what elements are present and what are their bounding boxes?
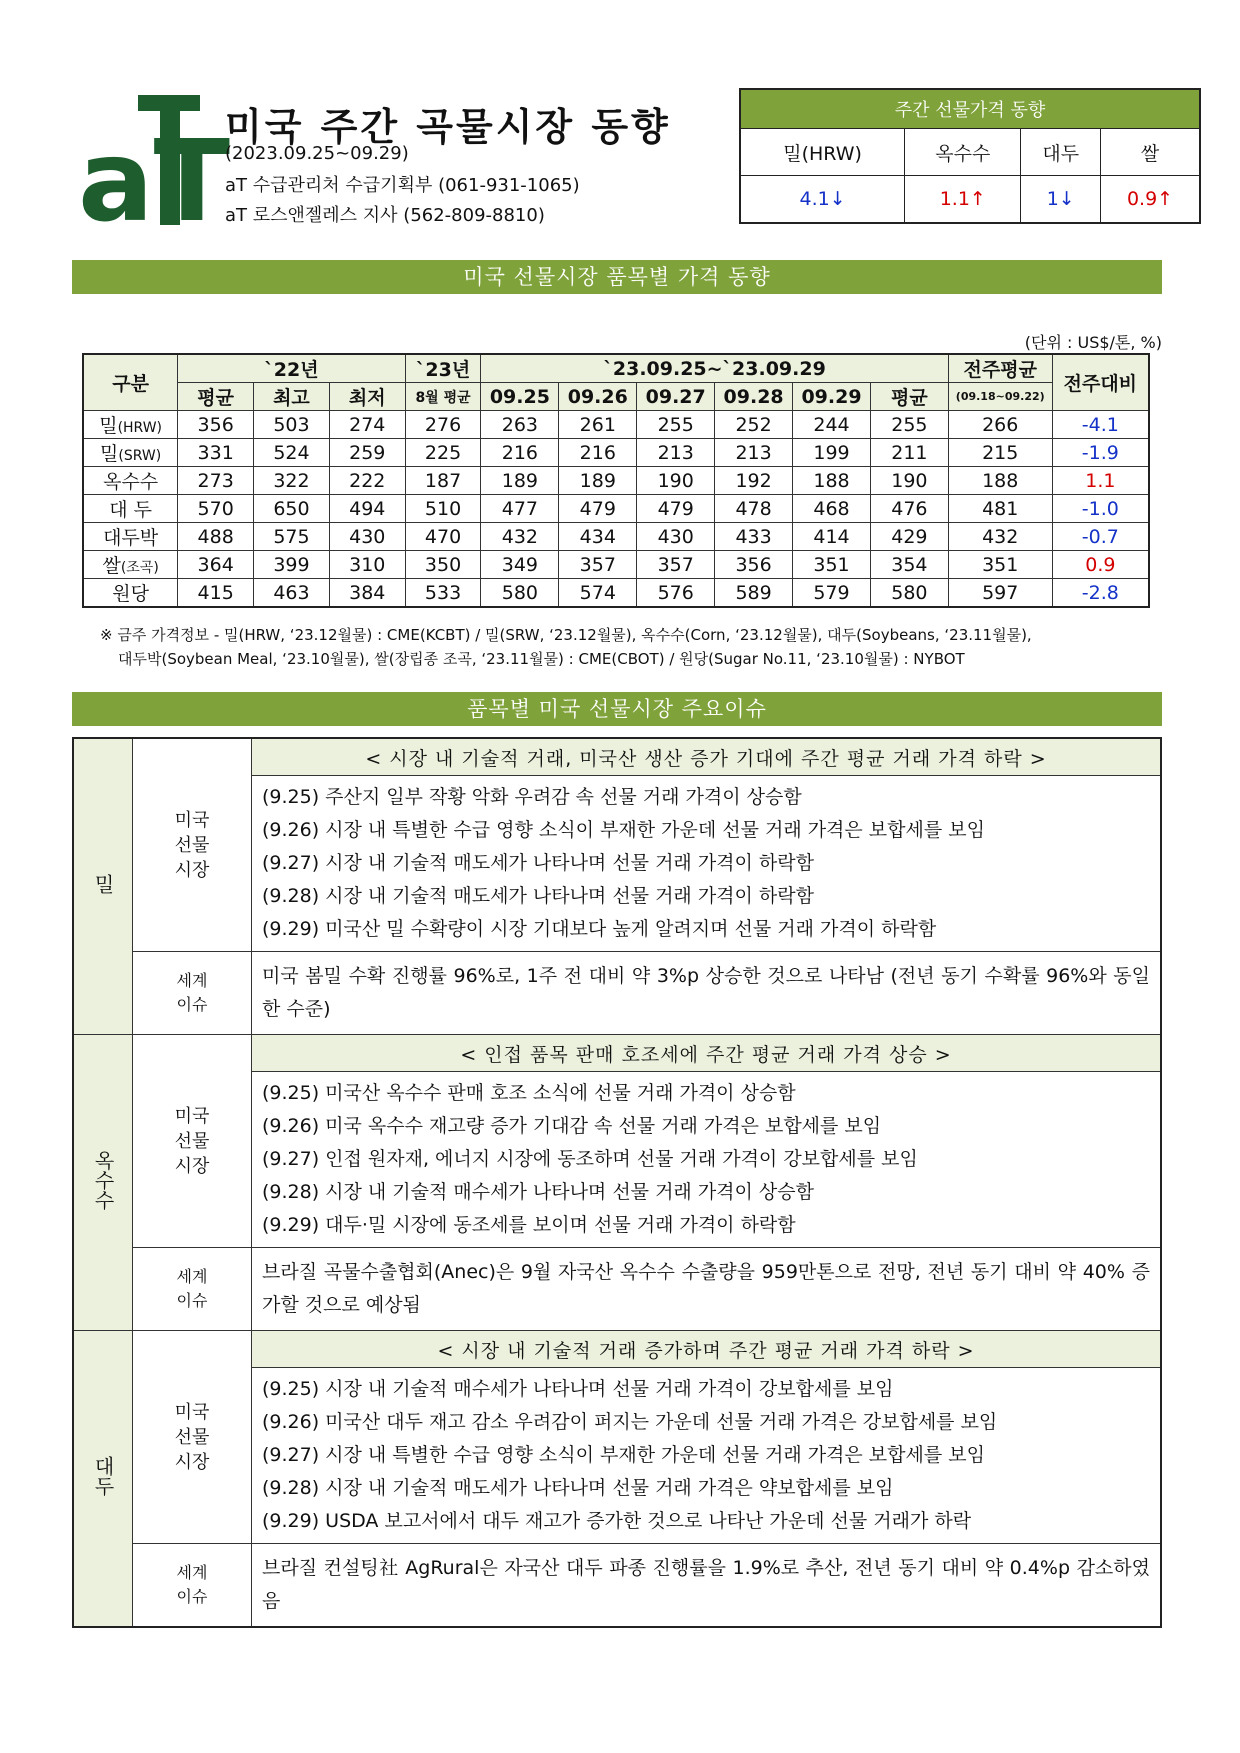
price-cell: 488 bbox=[178, 523, 254, 551]
wow-change-cell: 1.1 bbox=[1052, 467, 1149, 495]
price-cell: 255 bbox=[870, 411, 948, 439]
crop-name: 옥수수 bbox=[91, 1149, 115, 1210]
issue-line: (9.27) 시장 내 기술적 매도세가 나타나며 선물 거래 가격이 하락함 bbox=[262, 852, 814, 874]
summary-title: 주간 선물가격 동향 bbox=[740, 89, 1200, 129]
row-item-name bbox=[83, 495, 178, 523]
item-name: 대 두 bbox=[109, 499, 152, 521]
row-item-name bbox=[83, 551, 178, 579]
price-cell: 479 bbox=[559, 495, 637, 523]
issue-lines bbox=[252, 1368, 1162, 1544]
summary-value-rice: 0.9↑ bbox=[1101, 176, 1200, 224]
price-cell: 575 bbox=[254, 523, 330, 551]
wow-change-cell: -2.8 bbox=[1052, 579, 1149, 608]
summary-label-corn: 옥수수 bbox=[905, 129, 1021, 176]
price-cell: 322 bbox=[254, 467, 330, 495]
summary-value-corn: 1.1↑ bbox=[905, 176, 1021, 224]
crop-label bbox=[73, 1331, 133, 1628]
price-cell: 477 bbox=[481, 495, 559, 523]
table-row bbox=[83, 467, 1149, 495]
price-cell: 192 bbox=[715, 467, 793, 495]
summary-value-soybean: 1↓ bbox=[1021, 176, 1101, 224]
weekly-summary-table bbox=[739, 88, 1201, 224]
issue-row bbox=[73, 1248, 1161, 1331]
issue-line: (9.28) 시장 내 기술적 매도세가 나타나며 선물 거래 가격이 하락함 bbox=[262, 885, 814, 907]
row-item-name bbox=[83, 411, 178, 439]
hdr-category: 구분 bbox=[83, 354, 178, 411]
price-cell: 415 bbox=[178, 579, 254, 608]
item-name: 옥수수 bbox=[103, 471, 159, 493]
issue-line: (9.29) 대두·밀 시장에 동조세를 보이며 선물 거래 가격이 하락함 bbox=[262, 1214, 796, 1236]
hdr-avg: 평균 bbox=[178, 383, 254, 411]
price-cell: 350 bbox=[405, 551, 481, 579]
price-table bbox=[82, 353, 1150, 608]
item-sub: (SRW) bbox=[118, 448, 162, 464]
hdr-d4: 09.28 bbox=[715, 383, 793, 411]
price-cell: 432 bbox=[948, 523, 1052, 551]
row-item-name bbox=[83, 579, 178, 608]
price-cell: 213 bbox=[715, 439, 793, 467]
unit-label: (단위 : US$/톤, %) bbox=[1024, 333, 1162, 352]
crop-label bbox=[73, 1035, 133, 1331]
price-cell: 189 bbox=[481, 467, 559, 495]
price-cell: 351 bbox=[948, 551, 1052, 579]
price-cell: 364 bbox=[178, 551, 254, 579]
table-row bbox=[83, 551, 1149, 579]
issues-table-body bbox=[73, 738, 1161, 1627]
price-cell: 576 bbox=[637, 579, 715, 608]
at-logo bbox=[78, 95, 230, 247]
price-cell: 433 bbox=[715, 523, 793, 551]
row-item-name bbox=[83, 523, 178, 551]
world-issue-label bbox=[133, 1248, 252, 1331]
price-table-body bbox=[83, 411, 1149, 608]
price-cell: 503 bbox=[254, 411, 330, 439]
crop-label bbox=[73, 738, 133, 1035]
world-issue-text: 세계 이슈 bbox=[176, 971, 208, 1014]
us-futures-text: 미국 선물 시장 bbox=[174, 809, 210, 881]
hdr-y23: `23년 bbox=[405, 354, 481, 383]
price-cell: 580 bbox=[481, 579, 559, 608]
issue-line: (9.25) 미국산 옥수수 판매 호조 소식에 선물 거래 가격이 상승함 bbox=[262, 1082, 796, 1104]
price-cell: 216 bbox=[559, 439, 637, 467]
price-cell: 432 bbox=[481, 523, 559, 551]
issue-line: (9.26) 미국산 대두 재고 감소 우려감이 퍼지는 가운데 선물 거래 가격은 강보합세를 보임 bbox=[262, 1411, 998, 1433]
page-title: 미국 주간 곡물시장 동향 bbox=[225, 105, 671, 149]
world-issue-body: 브라질 곡물수출협회(Anec)은 9월 자국산 옥수수 수출량을 959만톤으로 전망, 전년 동기 대비 약 40% 증가할 것으로 예상됨 bbox=[252, 1248, 1162, 1331]
price-cell: 213 bbox=[637, 439, 715, 467]
issue-line: (9.28) 시장 내 기술적 매도세가 나타나며 선물 거래 가격은 약보합세를 보임 bbox=[262, 1477, 894, 1499]
us-futures-label bbox=[133, 1331, 252, 1544]
issue-headline: < 시장 내 기술적 거래, 미국산 생산 증가 기대에 주간 평균 거래 가격 하락 > bbox=[252, 738, 1162, 776]
price-cell: 650 bbox=[254, 495, 330, 523]
price-cell: 211 bbox=[870, 439, 948, 467]
world-issue-text: 세계 이슈 bbox=[176, 1563, 208, 1606]
issue-line: (9.27) 인접 원자재, 에너지 시장에 동조하며 선물 거래 가격이 강보합세를 보임 bbox=[262, 1148, 918, 1170]
issue-row bbox=[73, 738, 1161, 776]
price-cell: 570 bbox=[178, 495, 254, 523]
issue-line: (9.25) 주산지 일부 작황 악화 우려감 속 선물 거래 가격이 상승함 bbox=[262, 786, 802, 808]
price-cell: 580 bbox=[870, 579, 948, 608]
price-cell: 225 bbox=[405, 439, 481, 467]
price-cell: 589 bbox=[715, 579, 793, 608]
us-futures-label bbox=[133, 738, 252, 952]
summary-label-rice: 쌀 bbox=[1101, 129, 1200, 176]
price-cell: 273 bbox=[178, 467, 254, 495]
row-item-name bbox=[83, 467, 178, 495]
hdr-max: 최고 bbox=[254, 383, 330, 411]
price-cell: 430 bbox=[329, 523, 405, 551]
price-cell: 574 bbox=[559, 579, 637, 608]
price-cell: 188 bbox=[793, 467, 871, 495]
row-item-name bbox=[83, 439, 178, 467]
wow-change-cell: -0.7 bbox=[1052, 523, 1149, 551]
price-cell: 189 bbox=[559, 467, 637, 495]
wow-change-cell: -4.1 bbox=[1052, 411, 1149, 439]
price-note-1: ※ 금주 가격정보 - 밀(HRW, ‘23.12월물) : CME(KCBT) / 밀(SRW, ‘23.12월물), 옥수수(Corn, ‘23.12월물), 대두(Soybeans, ‘23.11월물), bbox=[100, 626, 1032, 644]
price-cell: 429 bbox=[870, 523, 948, 551]
price-cell: 356 bbox=[715, 551, 793, 579]
price-note-2: 대두박(Soybean Meal, ‘23.10월물), 쌀(장립종 조곡, ‘23.11월물) : CME(CBOT) / 원당(Sugar No.11, ‘23.10월물) : NYBOT bbox=[118, 650, 965, 668]
wow-change-cell: 0.9 bbox=[1052, 551, 1149, 579]
price-cell: 222 bbox=[329, 467, 405, 495]
hdr-week-avg: 평균 bbox=[870, 383, 948, 411]
price-cell: 215 bbox=[948, 439, 1052, 467]
item-name: 대두박 bbox=[103, 527, 159, 549]
table-row bbox=[83, 579, 1149, 608]
price-cell: 357 bbox=[559, 551, 637, 579]
issue-line: (9.25) 시장 내 기술적 매수세가 나타나며 선물 거래 가격이 강보합세를 보임 bbox=[262, 1378, 894, 1400]
hdr-min: 최저 bbox=[329, 383, 405, 411]
issue-line: (9.26) 시장 내 특별한 수급 영향 소식이 부재한 가운데 선물 거래 가격은 보합세를 보임 bbox=[262, 819, 985, 841]
price-cell: 510 bbox=[405, 495, 481, 523]
price-cell: 331 bbox=[178, 439, 254, 467]
price-cell: 354 bbox=[870, 551, 948, 579]
price-cell: 468 bbox=[793, 495, 871, 523]
price-cell: 255 bbox=[637, 411, 715, 439]
price-section-banner: 미국 선물시장 품목별 가격 동향 bbox=[72, 260, 1162, 294]
price-cell: 430 bbox=[637, 523, 715, 551]
price-cell: 356 bbox=[178, 411, 254, 439]
price-cell: 470 bbox=[405, 523, 481, 551]
issue-line: (9.27) 시장 내 특별한 수급 영향 소식이 부재한 가운데 선물 거래 가격은 보합세를 보임 bbox=[262, 1444, 985, 1466]
issue-row bbox=[73, 1544, 1161, 1628]
wow-change-cell: -1.9 bbox=[1052, 439, 1149, 467]
price-cell: 261 bbox=[559, 411, 637, 439]
price-cell: 579 bbox=[793, 579, 871, 608]
price-cell: 384 bbox=[329, 579, 405, 608]
hdr-d2: 09.26 bbox=[559, 383, 637, 411]
world-issue-label bbox=[133, 952, 252, 1035]
price-cell: 478 bbox=[715, 495, 793, 523]
crop-name: 대두 bbox=[91, 1455, 115, 1496]
price-cell: 434 bbox=[559, 523, 637, 551]
item-name: 밀 bbox=[100, 443, 119, 465]
price-cell: 463 bbox=[254, 579, 330, 608]
price-cell: 252 bbox=[715, 411, 793, 439]
hdr-d3: 09.27 bbox=[637, 383, 715, 411]
logo-lettering: aT bbox=[78, 117, 230, 247]
summary-value-wheat: 4.1↓ bbox=[740, 176, 905, 224]
issue-headline: < 시장 내 기술적 거래 증가하며 주간 평균 거래 가격 하락 > bbox=[252, 1331, 1162, 1368]
price-cell: 263 bbox=[481, 411, 559, 439]
hdr-wow: 전주대비 bbox=[1052, 354, 1149, 411]
issue-line: (9.29) USDA 보고서에서 대두 재고가 증가한 것으로 나타난 가운데 선물 거래가 하락 bbox=[262, 1510, 972, 1532]
item-sub: (HRW) bbox=[117, 420, 163, 436]
issue-row bbox=[73, 952, 1161, 1035]
issue-line: (9.29) 미국산 밀 수확량이 시장 기대보다 높게 알려지며 선물 거래 가격이 하락함 bbox=[262, 918, 937, 940]
price-cell: 476 bbox=[870, 495, 948, 523]
price-cell: 190 bbox=[870, 467, 948, 495]
issues-section-banner: 품목별 미국 선물시장 주요이슈 bbox=[72, 692, 1162, 726]
hdr-y22: `22년 bbox=[178, 354, 405, 383]
table-row bbox=[83, 495, 1149, 523]
price-cell: 481 bbox=[948, 495, 1052, 523]
world-issue-body: 미국 봄밀 수확 진행률 96%로, 1주 전 대비 약 3%p 상승한 것으로 나타남 (전년 동기 수확률 96%와 동일한 수준) bbox=[252, 952, 1162, 1035]
issue-headline: < 인접 품목 판매 호조세에 주간 평균 거래 가격 상승 > bbox=[252, 1035, 1162, 1072]
issue-row bbox=[73, 1331, 1161, 1368]
price-cell: 244 bbox=[793, 411, 871, 439]
price-cell: 597 bbox=[948, 579, 1052, 608]
hdr-d5: 09.29 bbox=[793, 383, 871, 411]
price-cell: 274 bbox=[329, 411, 405, 439]
price-cell: 349 bbox=[481, 551, 559, 579]
item-sub: (조곡) bbox=[120, 560, 159, 576]
item-name: 밀 bbox=[99, 415, 118, 437]
price-cell: 494 bbox=[329, 495, 405, 523]
price-cell: 276 bbox=[405, 411, 481, 439]
price-cell: 216 bbox=[481, 439, 559, 467]
issue-lines bbox=[252, 1072, 1162, 1248]
hdr-aug-avg: 8월 평균 bbox=[405, 383, 481, 411]
table-row bbox=[83, 439, 1149, 467]
price-cell: 524 bbox=[254, 439, 330, 467]
world-issue-body: 브라질 컨설팅社 AgRural은 자국산 대두 파종 진행률을 1.9%로 추산, 전년 동기 대비 약 0.4%p 감소하였음 bbox=[252, 1544, 1162, 1628]
us-futures-text: 미국 선물 시장 bbox=[174, 1105, 210, 1177]
price-cell: 190 bbox=[637, 467, 715, 495]
issue-line: (9.26) 미국 옥수수 재고량 증가 기대감 속 선물 거래 가격은 보합세를 보임 bbox=[262, 1115, 882, 1137]
crop-name: 밀 bbox=[91, 873, 115, 894]
price-cell: 199 bbox=[793, 439, 871, 467]
summary-label-soybean: 대두 bbox=[1021, 129, 1101, 176]
us-futures-text: 미국 선물 시장 bbox=[174, 1401, 210, 1473]
issue-line: (9.28) 시장 내 기술적 매수세가 나타나며 선물 거래 가격이 상승함 bbox=[262, 1181, 814, 1203]
issues-table bbox=[72, 737, 1162, 1628]
dept-contact: aT 수급관리처 수급기획부 (061-931-1065) bbox=[225, 175, 580, 196]
price-cell: 259 bbox=[329, 439, 405, 467]
issue-row bbox=[73, 1035, 1161, 1072]
price-cell: 357 bbox=[637, 551, 715, 579]
period-text: (2023.09.25~09.29) bbox=[225, 143, 409, 164]
price-cell: 310 bbox=[329, 551, 405, 579]
price-cell: 266 bbox=[948, 411, 1052, 439]
table-row bbox=[83, 411, 1149, 439]
hdr-d1: 09.25 bbox=[481, 383, 559, 411]
price-cell: 533 bbox=[405, 579, 481, 608]
table-row bbox=[83, 523, 1149, 551]
branch-contact: aT 로스앤젤레스 지사 (562-809-8810) bbox=[225, 205, 545, 226]
world-issue-label bbox=[133, 1544, 252, 1628]
issue-lines bbox=[252, 776, 1162, 952]
hdr-prev-avg-period: (09.18~09.22) bbox=[948, 383, 1052, 411]
wow-change-cell: -1.0 bbox=[1052, 495, 1149, 523]
price-cell: 188 bbox=[948, 467, 1052, 495]
us-futures-label bbox=[133, 1035, 252, 1248]
price-cell: 351 bbox=[793, 551, 871, 579]
price-cell: 479 bbox=[637, 495, 715, 523]
summary-label-wheat: 밀(HRW) bbox=[740, 129, 905, 176]
item-name: 원당 bbox=[112, 583, 149, 605]
world-issue-text: 세계 이슈 bbox=[176, 1267, 208, 1310]
price-cell: 187 bbox=[405, 467, 481, 495]
item-name: 쌀 bbox=[102, 555, 121, 577]
price-cell: 414 bbox=[793, 523, 871, 551]
hdr-week: `23.09.25~`23.09.29 bbox=[481, 354, 948, 383]
price-cell: 399 bbox=[254, 551, 330, 579]
hdr-prev-avg: 전주평균 bbox=[948, 354, 1052, 383]
